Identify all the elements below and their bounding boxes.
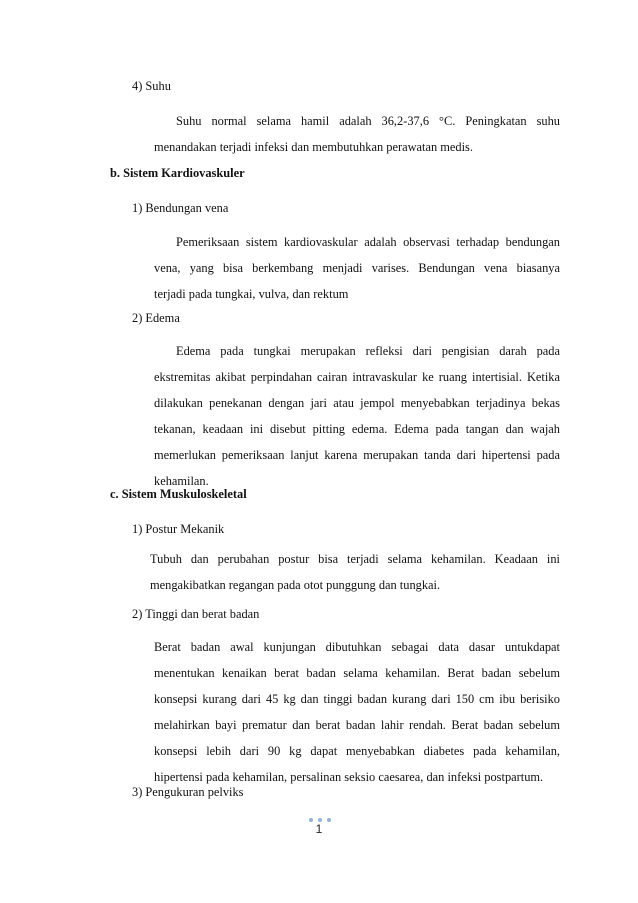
text-line: menandakan terjadi infeksi dan membutuhkan perawatan medis.: [154, 140, 473, 154]
text-line: mengakibatkan regangan pada otot punggung dan tungkai.: [150, 578, 441, 592]
text-line: hipertensi pada kehamilan, persalinan seksio caesarea, dan infeksi postpartum.: [154, 770, 544, 784]
text-line: Edema pada tungkai merupakan refleksi dari pengisian darah pada: [176, 344, 560, 358]
text-line: Suhu normal selama hamil adalah 36,2-37,6 °C. Peningkatan suhu: [176, 114, 560, 128]
heading-suhu: 4) Suhu: [132, 79, 171, 93]
text-line: melahirkan bayi prematur dan berat badan lahir rendah. Berat badan sebelum: [154, 718, 560, 732]
heading-bendungan-vena: 1) Bendungan vena: [132, 201, 229, 215]
heading-postur-mekanik: 1) Postur Mekanik: [132, 522, 225, 536]
section-heading-b: b. Sistem Kardiovaskuler: [110, 166, 245, 180]
text-line: vena, yang bisa berkembang menjadi varises. Bendungan vena biasanya: [154, 261, 560, 275]
text-line: tekanan, keadaan ini disebut pitting edema. Edema pada tangan dan wajah: [154, 422, 560, 436]
section-heading-c: c. Sistem Muskuloskeletal: [110, 487, 247, 501]
text-line: Pemeriksaan sistem kardiovaskular adalah observasi terhadap bendungan: [176, 235, 560, 249]
text-line: konsepsi kurang dari 45 kg dan tinggi badan kurang dari 150 cm ibu berisiko: [154, 692, 560, 706]
heading-edema: 2) Edema: [132, 311, 180, 325]
text-line: konsepsi lebih dari 90 kg dapat menyebabkan diabetes pada kehamilan,: [154, 744, 560, 758]
text-line: terjadi pada tungkai, vulva, dan rektum: [154, 287, 349, 301]
text-line: memerlukan pemeriksaan lanjut karena merupakan tanda dari hipertensi pada: [154, 448, 560, 462]
text-line: Tubuh dan perubahan postur bisa terjadi selama kehamilan. Keadaan ini: [150, 552, 560, 566]
text-line: ekstremitas akibat perpindahan cairan intravaskular ke ruang intertisial. Ketika: [154, 370, 560, 384]
paragraph-postur-mekanik: [150, 546, 560, 598]
heading-tinggi-berat-badan: 2) Tinggi dan berat badan: [132, 607, 260, 621]
paragraph-suhu: [154, 108, 560, 160]
text-line: menentukan kenaikan berat badan selama kehamilan. Berat badan sebelum: [154, 666, 560, 680]
heading-pengukuran-pelviks: 3) Pengukuran pelviks: [132, 785, 244, 799]
page-number: 1: [315, 822, 323, 836]
text-line: Berat badan awal kunjungan dibutuhkan sebagai data dasar untukdapat: [154, 640, 560, 654]
text-line: kehamilan.: [154, 474, 209, 488]
paragraph-tinggi-berat-badan: [154, 634, 560, 790]
paragraph-bendungan-vena: [154, 229, 560, 307]
paragraph-edema: [154, 338, 560, 494]
text-line: dilakukan penekanan dengan jari atau jempol menyebabkan terjadinya bekas: [154, 396, 560, 410]
